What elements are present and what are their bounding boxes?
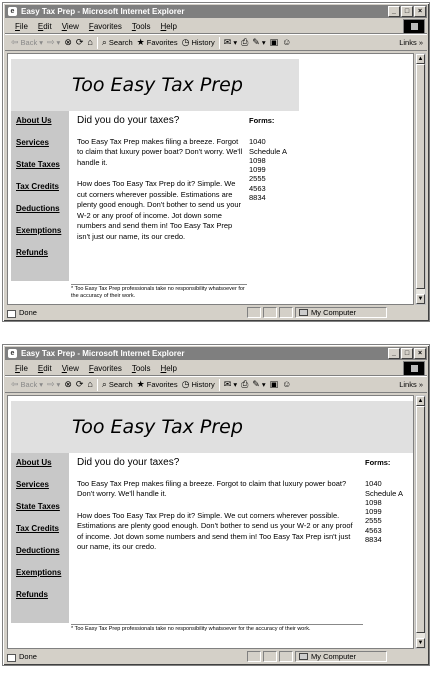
stop-icon: ⊗ <box>64 37 72 47</box>
nav-link-state-taxes[interactable]: State Taxes <box>16 160 60 169</box>
nav-link-about-us[interactable]: About Us <box>16 116 52 125</box>
vertical-scrollbar[interactable] <box>415 53 426 305</box>
nav-link-deductions[interactable]: Deductions <box>16 204 60 213</box>
favorites-button[interactable]: ★ Favorites <box>136 37 178 47</box>
nav-link-about-us[interactable]: About Us <box>16 458 52 467</box>
status-cell <box>279 651 293 662</box>
forms-title: Forms: <box>365 458 391 467</box>
edit-button[interactable]: ✎ ▾ <box>252 379 266 389</box>
form-item: 2555 <box>249 174 266 184</box>
toolbar-separator <box>97 37 98 49</box>
menu-view[interactable]: View <box>61 363 79 373</box>
history-button[interactable]: ◷ History <box>181 37 215 47</box>
forward-arrow-icon: ⇨ <box>47 37 55 47</box>
nav-link-deductions[interactable]: Deductions <box>16 546 60 555</box>
edit-icon: ✎ <box>252 37 260 47</box>
toolbar-separator <box>219 379 220 391</box>
window-title: Easy Tax Prep - Microsoft Internet Explorer <box>21 7 185 16</box>
printer-icon: ⎙ <box>241 379 249 389</box>
discuss-icon: ▣ <box>269 37 279 47</box>
security-zone <box>295 651 387 662</box>
nav-link-refunds[interactable]: Refunds <box>16 590 48 599</box>
zone-text: My Computer <box>311 308 357 317</box>
computer-icon <box>299 309 308 316</box>
scroll-thumb[interactable] <box>416 406 425 633</box>
favorites-button[interactable]: ★ Favorites <box>136 379 178 389</box>
back-arrow-icon: ⇦ <box>11 379 19 389</box>
form-item: 4563 <box>249 183 266 193</box>
links-button[interactable]: Links » <box>399 380 423 389</box>
nav-link-exemptions[interactable]: Exemptions <box>16 568 62 577</box>
minimize-button[interactable]: _ <box>388 6 400 17</box>
refresh-button[interactable] <box>76 38 84 47</box>
back-button[interactable]: ⇦ Back ▾ <box>11 37 43 47</box>
windows-logo-icon <box>403 361 425 376</box>
messenger-button[interactable] <box>282 38 291 47</box>
sidebar-nav <box>11 453 69 623</box>
ie-logo-icon: e <box>8 349 17 358</box>
scroll-thumb[interactable] <box>416 64 425 289</box>
toolbar-separator <box>219 37 220 49</box>
search-button[interactable]: ⌕ Search <box>101 37 133 47</box>
printer-icon: ⎙ <box>241 37 249 47</box>
forward-button[interactable]: ⇨ ▾ <box>47 37 61 47</box>
form-item: 8834 <box>249 193 266 203</box>
history-icon: ◷ <box>181 379 190 389</box>
windows-logo-icon <box>403 19 425 34</box>
minimize-button[interactable]: _ <box>388 348 400 359</box>
menu-file[interactable]: File <box>15 363 28 373</box>
menu-file[interactable]: File <box>15 21 28 31</box>
form-item: 1040 <box>249 137 266 147</box>
disclaimer-footnote: * Too Easy Tax Prep professionals take no responsibility whatsoever for the accuracy of their work. <box>71 284 247 300</box>
close-button[interactable]: × <box>414 348 426 359</box>
form-item: 8834 <box>365 535 382 545</box>
maximize-button[interactable]: □ <box>401 6 413 17</box>
form-item: 4563 <box>365 525 382 535</box>
status-text: Done <box>19 652 37 661</box>
forward-arrow-icon: ⇨ <box>47 379 55 389</box>
print-button[interactable] <box>241 38 248 47</box>
scroll-up-button[interactable]: ▲ <box>417 398 424 404</box>
nav-link-state-taxes[interactable]: State Taxes <box>16 502 60 511</box>
menu-help[interactable]: Help <box>160 363 177 373</box>
page-viewport <box>7 53 414 305</box>
back-button[interactable]: ⇦ Back ▾ <box>11 379 43 389</box>
sidebar-nav <box>11 111 69 281</box>
edit-button[interactable]: ✎ ▾ <box>252 37 266 47</box>
forms-list <box>249 116 287 202</box>
history-button[interactable]: ◷ History <box>181 379 215 389</box>
title-bar <box>5 347 427 360</box>
nav-link-tax-credits[interactable]: Tax Credits <box>16 182 59 191</box>
status-bar <box>5 650 427 663</box>
main-content <box>77 114 243 253</box>
messenger-icon: ☺ <box>282 379 292 389</box>
search-icon: ⌕ <box>101 37 107 47</box>
status-cell <box>247 307 261 318</box>
discuss-icon: ▣ <box>269 379 279 389</box>
status-cell <box>263 307 277 318</box>
form-item: Schedule A <box>249 146 287 156</box>
forward-button[interactable]: ⇨ ▾ <box>47 379 61 389</box>
mail-button[interactable]: ✉ ▾ <box>223 37 238 47</box>
toolbar <box>5 376 427 393</box>
forms-title: Forms: <box>249 116 275 125</box>
menu-tools[interactable]: Tools <box>131 21 151 31</box>
forms-list <box>365 458 403 544</box>
toolbar <box>5 34 427 51</box>
status-bar <box>5 306 427 319</box>
refresh-icon: ⟳ <box>75 37 84 47</box>
security-zone <box>295 307 387 318</box>
home-button[interactable] <box>87 380 92 389</box>
title-bar <box>5 5 427 18</box>
form-item: 1040 <box>365 479 382 489</box>
form-item: 1099 <box>365 507 382 517</box>
history-icon: ◷ <box>181 37 190 47</box>
status-cell <box>279 307 293 318</box>
site-banner: Too Easy Tax Prep <box>11 59 299 111</box>
menu-help[interactable]: Help <box>160 21 177 31</box>
window-title: Easy Tax Prep - Microsoft Internet Explorer <box>21 349 185 358</box>
refresh-icon: ⟳ <box>75 379 84 389</box>
detail-paragraph: How does Too Easy Tax Prep do it? Simple. We cut corners wherever possible. Estimations are plenty good enough. Don't bother to send us your W-2 or any proof of income. Jot down some numbers and send them in! Too Easy Tax Prep isn't just our name, its our credo. <box>77 179 242 241</box>
nav-link-exemptions[interactable]: Exemptions <box>16 226 62 235</box>
status-cell <box>247 651 261 662</box>
favorites-icon: ★ <box>136 37 145 47</box>
form-item: 1098 <box>249 155 266 165</box>
nav-link-tax-credits[interactable]: Tax Credits <box>16 524 59 533</box>
stop-button[interactable] <box>64 38 72 47</box>
menu-bar <box>5 19 427 34</box>
print-button[interactable] <box>241 380 248 389</box>
status-text: Done <box>19 308 37 317</box>
back-arrow-icon: ⇦ <box>11 37 19 47</box>
search-button[interactable]: ⌕ Search <box>101 379 133 389</box>
main-content <box>77 456 359 564</box>
stop-icon: ⊗ <box>64 379 72 389</box>
messenger-icon: ☺ <box>282 37 292 47</box>
favorites-icon: ★ <box>136 379 145 389</box>
disclaimer-footnote: * Too Easy Tax Prep professionals take no responsibility whatsoever for the accuracy of their work. <box>71 624 363 633</box>
home-icon: ⌂ <box>87 379 93 389</box>
page-heading: Did you do your taxes? <box>77 115 180 126</box>
page-viewport <box>7 395 414 649</box>
page-icon <box>7 654 16 662</box>
discuss-button[interactable] <box>270 38 279 47</box>
ie-logo-icon: e <box>8 7 17 16</box>
mail-icon: ✉ <box>223 379 232 389</box>
scroll-down-button[interactable]: ▼ <box>417 640 424 646</box>
menu-edit[interactable]: Edit <box>37 363 52 373</box>
vertical-scrollbar[interactable] <box>415 395 426 649</box>
form-item: 1098 <box>365 497 382 507</box>
form-item: Schedule A <box>365 488 403 498</box>
menu-favorites[interactable]: Favorites <box>88 363 122 373</box>
intro-paragraph: Too Easy Tax Prep makes filing a breeze. Forgot to claim that luxury power boat? Don't worry. We'll handle it. <box>77 136 243 167</box>
toolbar-separator <box>97 379 98 391</box>
menu-tools[interactable]: Tools <box>131 363 151 373</box>
zone-text: My Computer <box>311 652 357 661</box>
search-icon: ⌕ <box>101 379 107 389</box>
detail-paragraph: How does Too Easy Tax Prep do it? Simple. We cut corners wherever possible. Estimations are plenty good enough. Don't bother to send us your W-2 or any proof of income. Jot down some numbers and send them in! Too Easy Tax Prep isn't just our name, its our credo. <box>77 510 353 551</box>
nav-link-services[interactable]: Services <box>16 480 49 489</box>
menu-bar <box>5 361 427 376</box>
links-button[interactable]: Links » <box>399 38 423 47</box>
page-icon <box>7 310 16 318</box>
status-text-cell <box>5 308 245 317</box>
refresh-button[interactable] <box>76 380 84 389</box>
edit-icon: ✎ <box>252 379 260 389</box>
stop-button[interactable] <box>64 380 72 389</box>
intro-paragraph: Too Easy Tax Prep makes filing a breeze. Forgot to claim that luxury power boat? Don't worry. We'll handle it. <box>77 478 347 498</box>
nav-link-refunds[interactable]: Refunds <box>16 248 48 257</box>
browser-window-1 <box>2 2 430 322</box>
home-button[interactable] <box>87 38 92 47</box>
maximize-button[interactable]: □ <box>401 348 413 359</box>
form-item: 2555 <box>365 516 382 526</box>
site-banner: Too Easy Tax Prep <box>11 401 414 453</box>
discuss-button[interactable] <box>270 380 279 389</box>
nav-link-services[interactable]: Services <box>16 138 49 147</box>
page-heading: Did you do your taxes? <box>77 457 180 468</box>
computer-icon <box>299 653 308 660</box>
status-cell <box>263 651 277 662</box>
home-icon: ⌂ <box>87 37 93 47</box>
status-text-cell <box>5 652 245 661</box>
mail-icon: ✉ <box>223 37 232 47</box>
scroll-up-button[interactable]: ▲ <box>417 56 424 62</box>
close-button[interactable]: × <box>414 6 426 17</box>
menu-view[interactable]: View <box>61 21 79 31</box>
browser-window-2 <box>2 344 430 666</box>
menu-edit[interactable]: Edit <box>37 21 52 31</box>
form-item: 1099 <box>249 165 266 175</box>
scroll-down-button[interactable]: ▼ <box>417 296 424 302</box>
menu-favorites[interactable]: Favorites <box>88 21 122 31</box>
messenger-button[interactable] <box>282 380 291 389</box>
mail-button[interactable]: ✉ ▾ <box>223 379 238 389</box>
